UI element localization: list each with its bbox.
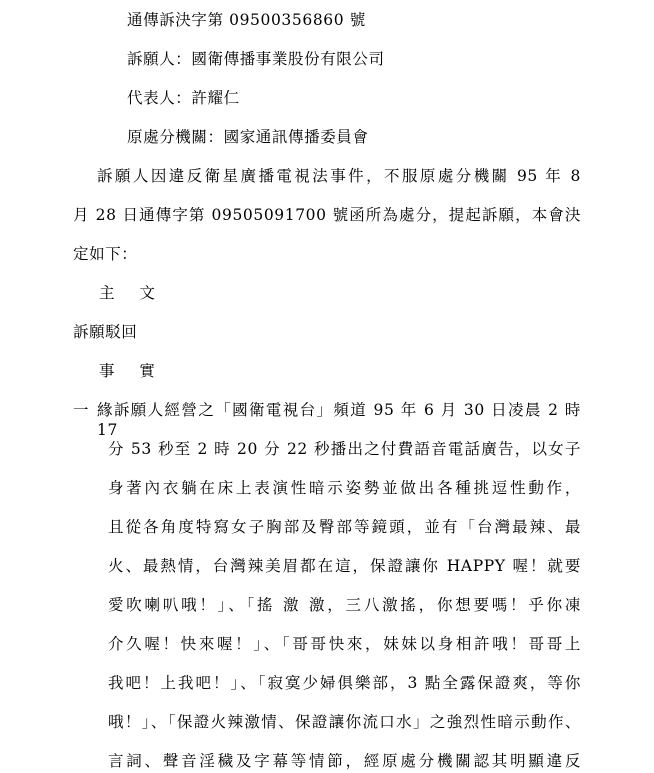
facts-line-10: 言詞、聲音淫穢及字幕等情節，經原處分機關認其明顯違反 [108, 752, 581, 770]
petitioner: 訴願人：國衛傳播事業股份有限公司 [127, 50, 385, 68]
original-agency: 原處分機關：國家通訊傳播委員會 [127, 128, 369, 146]
facts-line-4: 且從各角度特寫女子胸部及臀部等鏡頭，並有「台灣最辣、最 [108, 518, 581, 536]
main-text-body: 訴願駁回 [73, 323, 138, 341]
facts-line-2: 分 53 秒至 2 時 20 分 22 秒播出之付費語音電話廣告，以女子 [108, 440, 581, 458]
facts-line-8: 我吧！上我吧！」、「寂寞少婦俱樂部，3 點全露保證爽，等你 [108, 674, 581, 692]
facts-item-marker: 一 [73, 401, 90, 419]
decision-number: 通傳訴決字第 09500356860 號 [127, 11, 366, 29]
facts-line-1: 緣訴願人經營之「國衛電視台」頻道 95 年 6 月 30 日凌晨 2 時 17 [97, 401, 581, 439]
facts-line-9: 哦！」、「保證火辣激情、保證讓你流口水」之強烈性暗示動作、 [108, 713, 581, 731]
facts-line-3: 身著內衣躺在床上表演性暗示姿勢並做出各種挑逗性動作， [108, 479, 581, 497]
facts-line-5: 火、最熱情，台灣辣美眉都在這，保證讓你 HAPPY 喔！就要 [108, 557, 581, 575]
preamble-line-2: 月 28 日通傳字第 09505091700 號函所為處分，提起訴願，本會決 [73, 206, 581, 224]
representative: 代表人：許耀仁 [127, 89, 240, 107]
facts-heading: 事 實 [99, 362, 165, 380]
preamble-line-3: 定如下： [73, 245, 138, 263]
main-text-heading: 主 文 [99, 284, 165, 302]
preamble-line-1: 訴願人因違反衛星廣播電視法事件，不服原處分機關 95 年 8 [97, 167, 581, 185]
facts-line-6: 愛吹喇叭哦！」、「搖 激 激，三八激搖，你想要嗎！乎你凍 [108, 596, 581, 614]
facts-line-7: 介久喔！快來喔！」、「哥哥快來，妹妹以身相許哦！哥哥上 [108, 635, 581, 653]
